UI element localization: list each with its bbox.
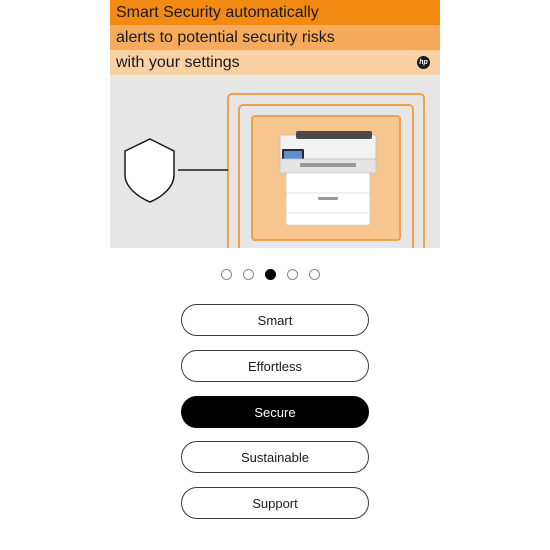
carousel-dot-3[interactable] bbox=[265, 269, 276, 280]
headline-line-1: Smart Security automatically bbox=[110, 0, 440, 25]
secure-button[interactable]: Secure bbox=[181, 396, 369, 428]
headline bbox=[110, 0, 440, 75]
hero-banner bbox=[110, 0, 440, 248]
carousel-dot-5[interactable] bbox=[309, 269, 320, 280]
carousel-pagination bbox=[221, 269, 320, 280]
shield-icon bbox=[125, 139, 174, 202]
headline-line-2: alerts to potential security risks bbox=[110, 25, 440, 50]
support-button[interactable]: Support bbox=[181, 487, 369, 519]
sustainable-button[interactable]: Sustainable bbox=[181, 441, 369, 473]
carousel-dot-1[interactable] bbox=[221, 269, 232, 280]
headline-line-3 bbox=[110, 50, 440, 75]
headline-line-3-text: with your settings bbox=[116, 54, 240, 71]
effortless-button[interactable]: Effortless bbox=[181, 350, 369, 382]
printer-icon bbox=[280, 131, 376, 225]
carousel-dot-4[interactable] bbox=[287, 269, 298, 280]
carousel-dot-2[interactable] bbox=[243, 269, 254, 280]
smart-button[interactable]: Smart bbox=[181, 304, 369, 336]
hp-logo-icon: hp bbox=[417, 56, 430, 69]
security-illustration bbox=[110, 75, 440, 248]
